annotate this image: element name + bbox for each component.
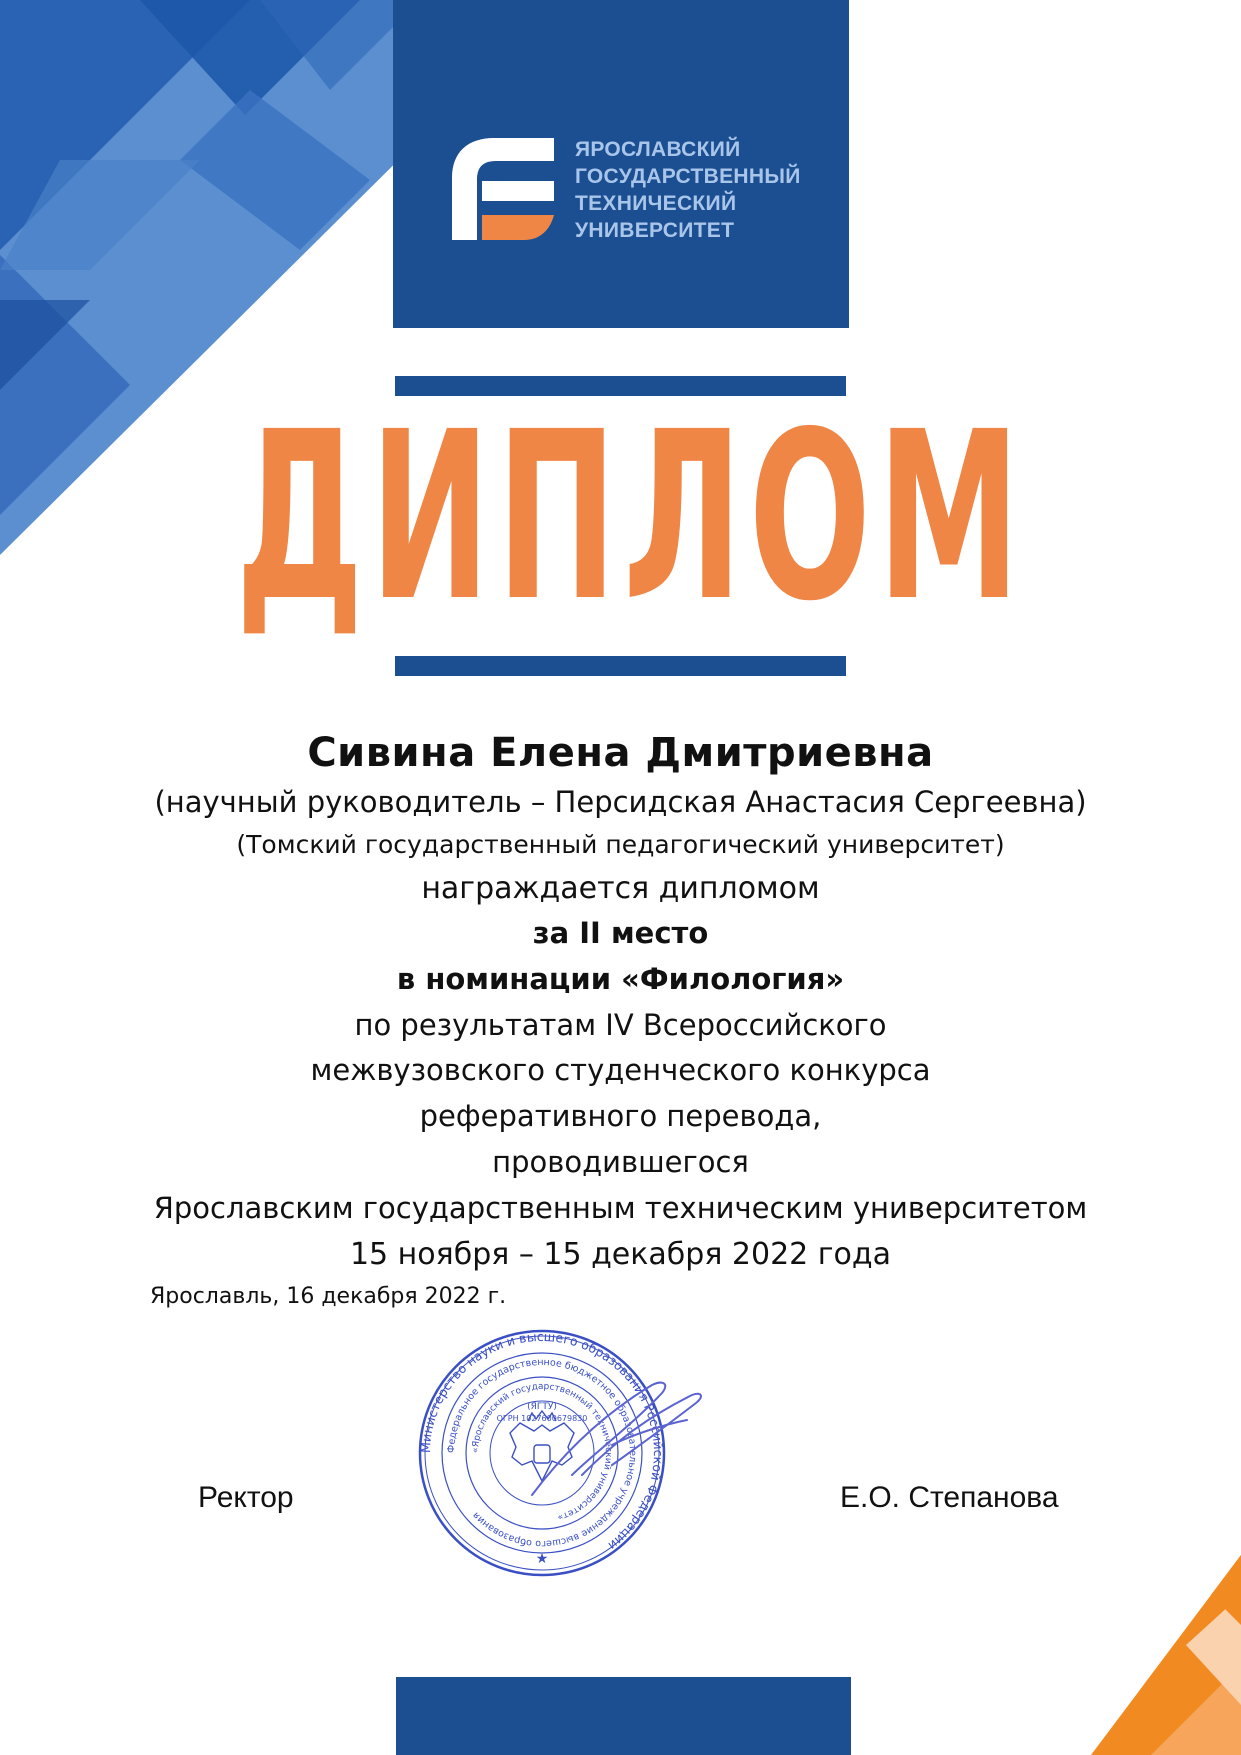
footer-bar <box>396 1677 851 1755</box>
recipient-name: Сивина Елена Дмитриевна <box>307 730 934 776</box>
body-line: Ярославским государственным техническим университетом <box>153 1191 1088 1225</box>
body-line: проводившегося <box>492 1145 749 1179</box>
diploma-title: ДИПЛОМ <box>235 382 1027 652</box>
university-name-line: УНИВЕРСИТЕТ <box>575 219 735 242</box>
body-line: 15 ноября – 15 декабря 2022 года <box>349 1237 892 1272</box>
university-name <box>575 136 801 244</box>
place-and-date: Ярославль, 16 декабря 2022 г. <box>150 1284 507 1309</box>
body-line: межвузовского студенческого конкурса <box>310 1053 931 1087</box>
affiliation-line: (Томский государственный педагогический университет) <box>236 830 1005 859</box>
award-nomination: в номинации «Филология» <box>396 962 845 996</box>
university-name-line: ЯРОСЛАВСКИЙ <box>575 138 741 161</box>
signatory-name: Е.О. Степанова <box>840 1481 1059 1514</box>
seal-ogrn: ОГРН 1027600679830 <box>496 1414 588 1423</box>
seal-center-text: «Ярославский государственный технический университет» <box>470 1381 614 1523</box>
university-name-line: ГОСУДАРСТВЕННЫЙ <box>575 165 801 188</box>
seal-abbr: (ЯГТУ) <box>527 1402 557 1412</box>
supervisor-line: (научный руководитель – Персидская Анастасия Сергеевна) <box>154 785 1087 819</box>
body-line: реферативного перевода, <box>419 1099 822 1133</box>
title-bar-bottom <box>395 656 846 676</box>
university-logo-mark <box>452 138 558 244</box>
university-name-line: ТЕХНИЧЕСКИЙ <box>575 192 737 215</box>
award-place: за II место <box>532 916 709 950</box>
corner-decoration-bottom-right <box>1091 1555 1241 1755</box>
seal-outer-text: Министерство науки и высшего образования Российской Федерации <box>417 1328 667 1554</box>
body-line: по результатам IV Всероссийского <box>354 1008 887 1042</box>
seal-star-icon: ★ <box>535 1551 549 1567</box>
official-seal <box>412 1325 712 1585</box>
seal-inner-text: Федеральное государственное бюджетное образовательное учреждение высшего образования <box>445 1356 639 1550</box>
signatory-title: Ректор <box>198 1481 294 1514</box>
awarded-line: награждается дипломом <box>421 871 820 906</box>
